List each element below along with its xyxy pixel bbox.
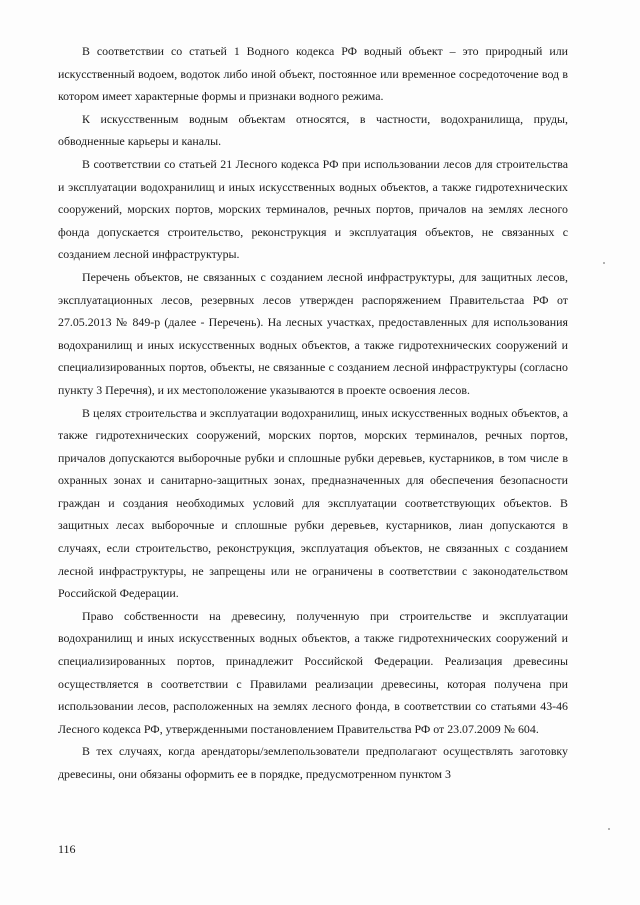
scan-speck — [608, 828, 610, 830]
paragraph-timber-harvesting: В тех случаях, когда арендаторы/землепользователи предполагают осуществлять заготовку древесины, они обязаны оформить ее в порядке, предусмотренном пунктом 3 — [58, 744, 568, 781]
document-body — [58, 40, 568, 786]
scan-speck — [603, 262, 605, 264]
paragraph-forest-code-article-21: В соответствии со статьей 21 Лесного кодекса РФ при использовании лесов для строительства и эксплуатации водохранилищ и иных искусственных водных объектов, а также гидротехнических сооружений, морских портов, морских терминалов, речных портов, причалов на землях лесного фонда допускается строительство, реконструкция и эксплуатация объектов, не связанных с созданием лесной инфраструктуры. — [58, 156, 568, 262]
paragraph-objects-list: Перечень объектов, не связанных с созданием лесной инфраструктуры, для защитных лесов, эксплуатационных лесов, резервных лесов утвержден распоряжением Правительстаа РФ от 27.05.2013 № 849-р (далее - Перечень). На лесных участках, предоставленных для использования водохранилищ и иных искусственных водных объектов, а также гидротехнических сооружений и специализированных портов, объекты, не связанные с созданием лесной инфраструктуры (согласно пункту 3 Перечня), и их местоположение указываются в проекте освоения лесов. — [58, 269, 568, 397]
page-number: 116 — [58, 842, 76, 856]
paragraph-water-object-definition: В соответствии со статьей 1 Водного кодекса РФ водный объект – это природный или искусственный водоем, водоток либо иной объект, постоянное или временное сосредоточение вод в котором имеет характерные формы и признаки водного режима. — [58, 44, 568, 104]
paragraph-artificial-water-objects: К искусственным водным объектам относятся, в частности, водохранилища, пруды, обводненные карьеры и каналы. — [58, 111, 568, 149]
paragraph-timber-ownership: Право собственности на древесину, полученную при строительстве и эксплуатации водохранилищ и иных искусственных водных объектов, а также гидротехнических сооружений и специализированных портов, принадлежит Российской Федерации. Реализация древесины осуществляется в соответствии с Правилами реализации древесины, которая получена при использовании лесов, расположенных на землях лесного фонда, в соответствии со статьями 43-46 Лесного кодекса РФ, утвержденными постановлением Правительства РФ от 23.07.2009 № 604. — [58, 608, 568, 736]
paragraph-felling-rules: В целях строительства и эксплуатации водохранилищ, иных искусственных водных объектов, а также гидротехнических сооружений, морских портов, морских терминалов, речных портов, причалов допускаются выборочные рубки и сплошные рубки деревьев, кустарников, в том числе в охранных зонах и санитарно-защитных зонах, предназначенных для обеспечения безопасности граждан и создания необходимых условий для эксплуатации соответствующих объектов. В защитных лесах выборочные и сплошные рубки деревьев, кустарников, лиан допускаются в случаях, если строительство, реконструкция, эксплуатация объектов, не связанных с созданием лесной инфраструктуры, не запрещены или не ограничены в соответствии с законодательством Российской Федерации. — [58, 405, 568, 601]
